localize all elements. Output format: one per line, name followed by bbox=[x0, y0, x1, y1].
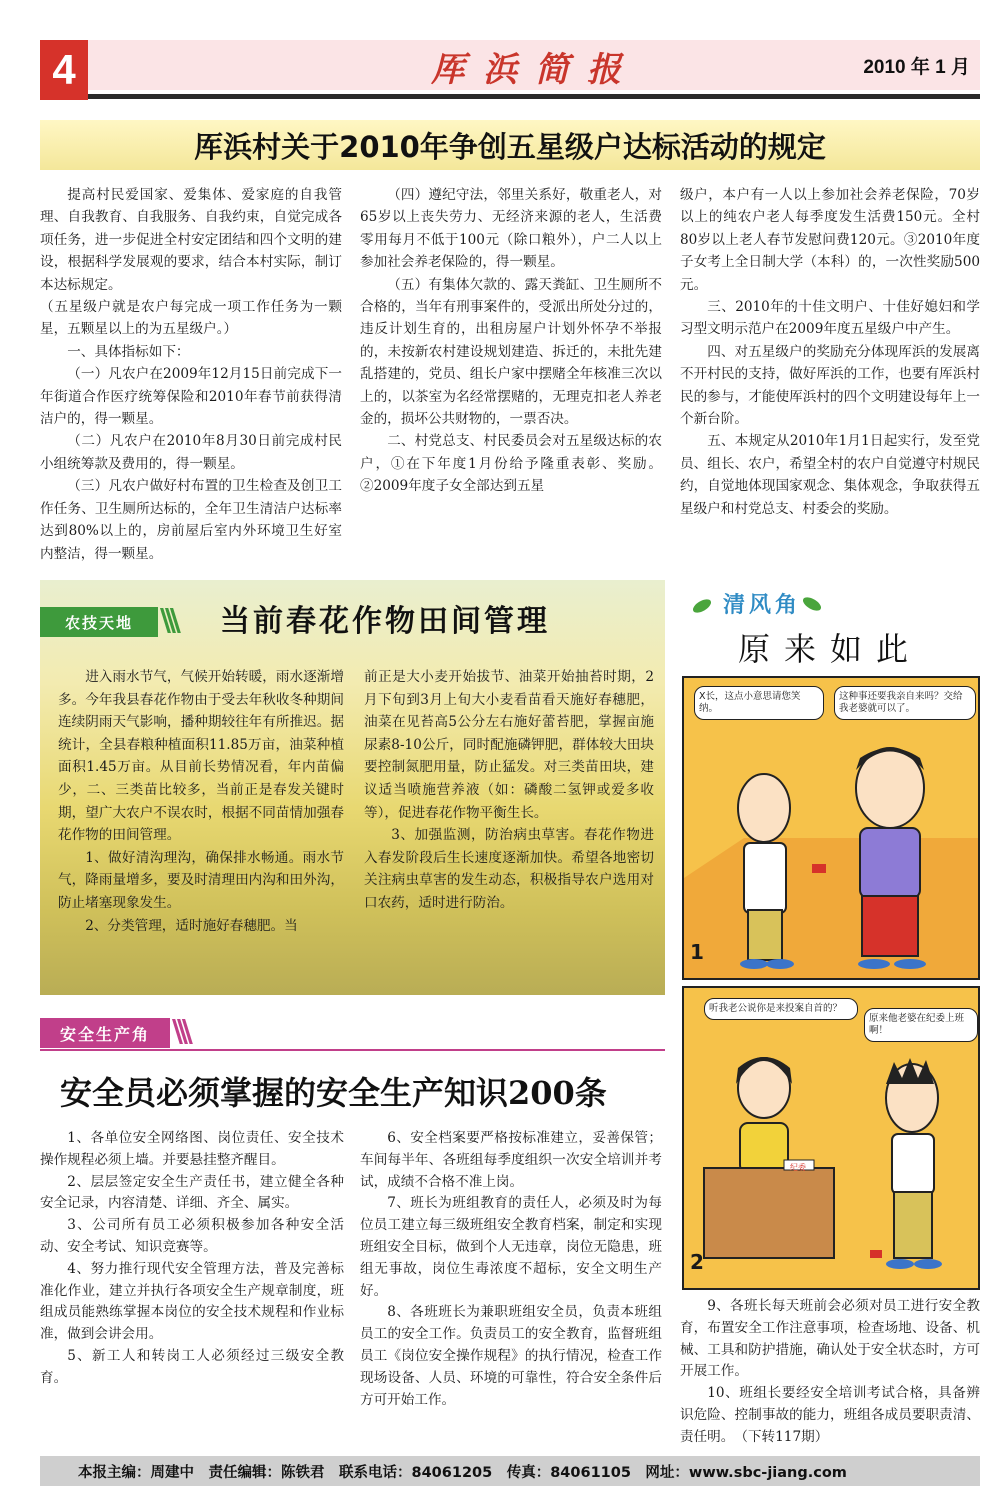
speech-text: 这种事还要我亲自来吗？交给我老婆就可以了。 bbox=[839, 691, 963, 714]
agri-column-2 bbox=[364, 666, 654, 915]
paragraph: 9、各班长每天班前会必须对员工进行安全教育，布置安全工作注意事项，检查场地、设备、机械、工具和防护措施，确认处于安全状态时，方可开展工作。 bbox=[680, 1298, 980, 1380]
comic-illustration-1 bbox=[684, 678, 978, 978]
qingfeng-logo-text: 清风角 bbox=[722, 593, 801, 618]
paragraph: 提高村民爱国家、爱集体、爱家庭的自我管理、自我教育、自我服务、自我约束，自觉完成各项任务，进一步促进全村安定团结和四个文明的建设，根据科学发展观的要求，结合本村实际，制订本达标规定。 bbox=[40, 187, 342, 293]
paragraph: 二、村党总支、村民委员会对五星级达标的农户，①在下年度1月份给予隆重表彰、奖励。②2009年度子女全部达到五星 bbox=[360, 433, 662, 495]
article1-column-1 bbox=[40, 184, 342, 565]
paragraph: 5、新工人和转岗工人必须经过三级安全教育。 bbox=[40, 1347, 344, 1386]
panel-number: 1 bbox=[690, 940, 704, 964]
qingfeng-logo bbox=[688, 584, 828, 624]
panel-number: 2 bbox=[690, 1250, 704, 1274]
safety-section-tag: 安全生产角 bbox=[40, 1018, 170, 1048]
paragraph: 三、2010年的十佳文明户、十佳好媳妇和学习型文明示范户在2009年度五星级户中产生。 bbox=[680, 299, 980, 338]
speech-bubble bbox=[864, 1008, 978, 1042]
paragraph: 2、层层签定安全生产责任书，建立健全各种安全记录，内容清楚、详细、齐全、属实。 bbox=[40, 1173, 344, 1212]
speech-bubble bbox=[694, 686, 824, 720]
paragraph: 8、各班班长为兼职班组安全员，负责本班组员工的安全工作。负责员工的安全教育，监督班组员工《岗位安全操作规程》的执行情况，检查工作现场设备、人员、环境的可靠性，符合安全条件后方可开始工作。 bbox=[360, 1304, 662, 1408]
comic-panel-1 bbox=[682, 676, 980, 980]
safety-rule bbox=[40, 1049, 665, 1051]
header-rule bbox=[88, 94, 980, 99]
slash-decoration-icon: \\\ bbox=[160, 603, 175, 638]
paragraph: 前正是大小麦开始拔节、油菜开始抽苔时期，2月下旬到3月上旬大小麦看苗看天施好春穗肥，油菜在见苔高5公分左右施好蕾苔肥，掌握亩施尿素8-10公斤，同时配施磷钾肥，群体较大田块要控制氮肥用量，防止猛发。对三类苗田块，建议适当喷施营养液（如：磷酸二氢钾或爱多收等），促进春花作物平衡生长。 bbox=[364, 669, 654, 821]
page-number: 4 bbox=[40, 40, 88, 100]
paragraph: （五）有集体欠款的、露天粪缸、卫生厕所不合格的，当年有刑事案件的，受派出所处分过的，违反计划生育的，出租房屋户计划外怀孕不举报的，未按新农村建设规划建造、拆迁的，未批先建乱搭建的，党员、组长户家中摆赌全年核准三次以上的，以茶室为名经常摆赌的，无理克扣老人养老金的，损坏公共财物的，一票否决。 bbox=[360, 276, 662, 428]
paragraph: 4、努力推行现代安全管理方法，普及完善标准化作业，建立并执行各项安全生产规章制度，班组成员能熟练掌握本岗位的安全技术规程和作业标准，做到会讲会用。 bbox=[40, 1260, 344, 1343]
paragraph: 1、做好清沟理沟，确保排水畅通。雨水节气，降雨量增多，要及时清理田内沟和田外沟，防止堵塞现象发生。 bbox=[58, 849, 344, 911]
paragraph: （一）凡农户在2009年12月15日前完成下一年街道合作医疗统筹保险和2010年春节前获得清洁户的，得一颗星。 bbox=[40, 366, 342, 428]
paragraph: 进入雨水节气，气候开始转暖，雨水逐渐增多。今年我县春花作物由于受去年秋收冬种期间连续阴雨天气影响，播种期较往年有所推迟。据统计，全县春粮种植面积11.85万亩，油菜种植面积1.45万亩。从目前长势情况看，年内苗偏少，二、三类苗比较多，当前正是春发关键时期，望广大农户不误农时，根据不同苗情加强春花作物的田间管理。 bbox=[58, 669, 344, 844]
issue-date: 2010 年 1 月 bbox=[863, 57, 970, 78]
paragraph: 3、公司所有员工必须积极参加各种安全活动、安全考试、知识竞赛等。 bbox=[40, 1217, 344, 1255]
paragraph: （二）凡农户在2010年8月30日前完成村民小组统筹款及费用的，得一颗星。 bbox=[40, 433, 342, 472]
article1-column-3 bbox=[680, 184, 980, 520]
speech-bubble bbox=[704, 998, 858, 1020]
speech-text: 原来他老婆在纪委上班啊！ bbox=[869, 1013, 965, 1036]
paragraph: 级户，本户有一人以上参加社会养老保险，70岁以上的纯农户老人每季度发生活费150元。全村80岁以上老人春节发慰问费120元。③2010年度子女考上全日制大学（本科）的，一次性奖励500元。 bbox=[680, 187, 980, 293]
speech-text: X长，这点小意思请您笑纳。 bbox=[699, 691, 801, 714]
paragraph: 四、对五星级户的奖励充分体现厍浜的发展离不开村民的支持，做好厍浜的工作，也要有厍浜村民的参与，才能使厍浜村的四个文明建设每年上一个新台阶。 bbox=[680, 343, 980, 428]
paragraph: 6、安全档案要严格按标准建立，妥善保管；车间每半年、各班组每季度组织一次安全培训并考试，成绩不合格不准上岗。 bbox=[360, 1130, 662, 1190]
agri-column-1 bbox=[58, 666, 344, 937]
paragraph: 2、分类管理，适时施好春穗肥。当 bbox=[85, 917, 298, 934]
footer-credits: 本报主编：周建中 责任编辑：陈铁君 联系电话：84061205 传真：84061105 网址：www.sbc-jiang.com bbox=[40, 1456, 980, 1486]
comic-panel-2 bbox=[682, 986, 980, 1290]
safety-column-3 bbox=[680, 1296, 980, 1449]
article1-column-2 bbox=[360, 184, 662, 498]
comic-title: 原来如此 bbox=[737, 630, 922, 668]
paragraph: （三）凡农户做好村布置的卫生检查及创卫工作任务、卫生厕所达标的，全年卫生清洁户达标率达到80%以上的，房前屋后室内外环境卫生好室内整洁，得一颗星。 bbox=[40, 478, 342, 562]
safety-column-2 bbox=[360, 1128, 662, 1411]
speech-bubble bbox=[834, 686, 976, 720]
paragraph: 一、具体指标如下： bbox=[67, 343, 190, 360]
paragraph: 3、加强监测，防治病虫草害。春花作物进入春发阶段后生长速度逐渐加快。希望各地密切关注病虫草害的发生动态，积极指导农户选用对口农药，适时进行防治。 bbox=[364, 827, 654, 911]
safety-column-1 bbox=[40, 1128, 344, 1390]
agri-section-tag: 农技天地 bbox=[40, 607, 158, 637]
paragraph: 10、班组长要经安全培训考试合格，具备辨识危险、控制事故的能力，班组各成员要职责清、责任明。 （下转117期） bbox=[680, 1385, 980, 1445]
article1-headline: 厍浜村关于2010年争创五星级户达标活动的规定 bbox=[40, 120, 980, 170]
desk-sign: 纪委 bbox=[790, 1163, 806, 1172]
safety-headline: 安全员必须掌握的安全生产知识200条 bbox=[60, 1074, 607, 1112]
agri-headline: 当前春花作物田间管理 bbox=[220, 604, 550, 639]
paragraph: （四）遵纪守法，邻里关系好，敬重老人，对65岁以上丧失劳力、无经济来源的老人，生活费零用每月不低于100元（除口粮外），户二人以上参加社会养老保险的，得一颗星。 bbox=[360, 187, 662, 271]
paragraph: 1、各单位安全网络图、岗位责任、安全技术操作规程必须上墙。并要悬挂整齐醒目。 bbox=[40, 1130, 344, 1168]
paragraph: 7、班长为班组教育的责任人，必须及时为每位员工建立每三级班组安全教育档案，制定和实现班组安全目标，做到个人无违章，岗位无隐患，班组无事故，岗位生毒浓度不超标，安全文明生产好。 bbox=[360, 1195, 662, 1299]
slash-decoration-icon: \\\ bbox=[172, 1014, 187, 1049]
paragraph: （五星级户就是农户每完成一项工作任务为一颗星，五颗星以上的为五星级户。） bbox=[40, 299, 342, 338]
paragraph: 五、本规定从2010年1月1日起实行，发至党员、组长、农户，希望全村的农户自觉遵守村规民约，自觉地体现国家观念、集体观念，争取获得五星级户和村党总支、村委会的奖励。 bbox=[680, 433, 980, 517]
masthead-title: 厍浜简报 bbox=[431, 49, 639, 90]
speech-text: 听我老公说你是来投案自首的？ bbox=[709, 1003, 843, 1014]
